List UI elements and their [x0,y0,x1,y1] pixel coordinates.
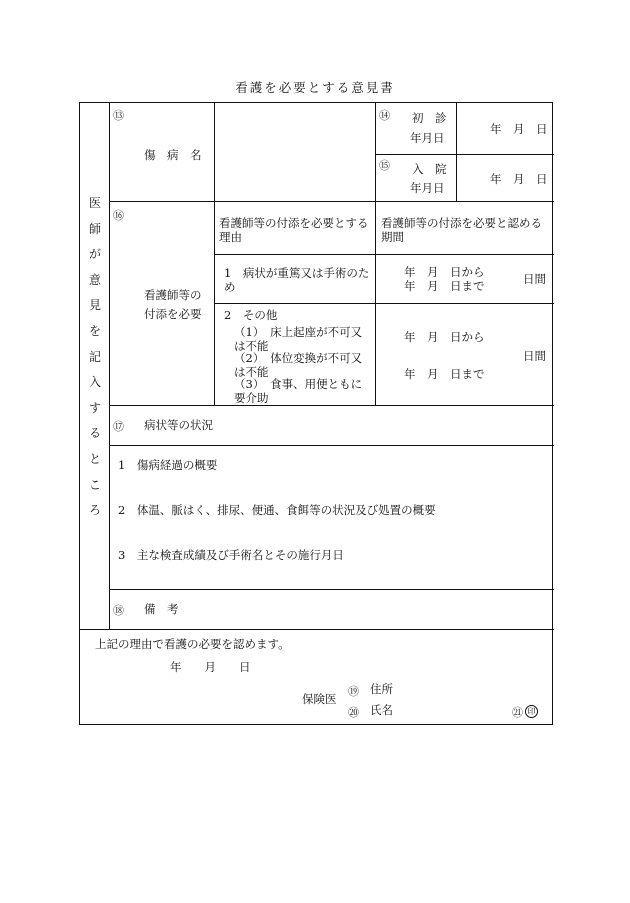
seal-icon[interactable]: 印 [525,705,538,718]
status-label: 病状等の状況 [144,418,213,432]
reason2b-checkbox[interactable]: （2） 体位変換が不可又は不能 [234,351,363,380]
doctor-label: 保険医 [302,692,337,706]
opinion-form: 医 師 が 意 見 を 記 入 す る と こ ろ ⑬ 傷 病 名 ⑭ 初 診 年月日 年 月 日 ⑮ 入 院 年月日 年 月 日 ⑯ 看護師等の 付添を必要 看護師等の付添を必要とする理由 看護師等の付添を必要と認める期間 1 病状が重篤又は手術のため 年 月 日から 年 月 日まで 日間 2 その他 （1） 床上起座が不可又は不能 （2） 体位変換が不可又は不能 （3） 食事、用便ともに要介助 年 月 日から 日間 年 月 日まで ⑰ 病状等の状況 1 傷病経過の概要 2 体温、脈はく、排尿、便通、食餌等の状況及び処置の概要 3 主な検査成績及び手術名とその施行月日 ⑱ 備 考 上記の理由で看護の必要を認めます。 年 月 日 保険医 ⑲ 住所 ⑳ 氏名 ㉑ 印 [79,102,553,725]
reason-header: 看護師等の付添を必要とする理由 [219,216,369,245]
remarks-label: 備 考 [144,602,179,616]
first-visit-date[interactable]: 年 月 日 [490,122,548,136]
first-visit-label: 初 診 [412,111,447,125]
reason2a-checkbox[interactable]: （1） 床上起座が不可又は不能 [234,325,363,354]
reason2c-checkbox[interactable]: （3） 食事、用便ともに要介助 [234,377,363,406]
disease-field[interactable] [215,103,374,200]
status-item-2[interactable]: 2 体温、脈はく、排尿、便通、食餌等の状況及び処置の概要 [118,503,436,517]
side-label: 医 師 が 意 見 を 記 入 す る と こ ろ [88,196,101,518]
address-label: 住所 [370,682,393,696]
period-header: 看護師等の付添を必要と認める期間 [381,216,542,245]
admission-date[interactable]: 年 月 日 [490,172,548,186]
status-item-3[interactable]: 3 主な検査成績及び手術名とその施行月日 [118,548,344,562]
status-item-1[interactable]: 1 傷病経過の概要 [118,458,218,472]
confirm-text: 上記の理由で看護の必要を認めます。 [95,637,290,651]
page-title: 看護を必要とする意見書 [235,80,395,95]
admission-label: 入 院 [412,162,447,176]
reason1-checkbox[interactable]: 1 病状が重篤又は手術のため [224,266,370,295]
disease-label: 傷 病 名 [144,148,202,162]
confirm-date[interactable]: 年 月 日 [170,660,251,674]
name-label: 氏名 [370,703,393,717]
